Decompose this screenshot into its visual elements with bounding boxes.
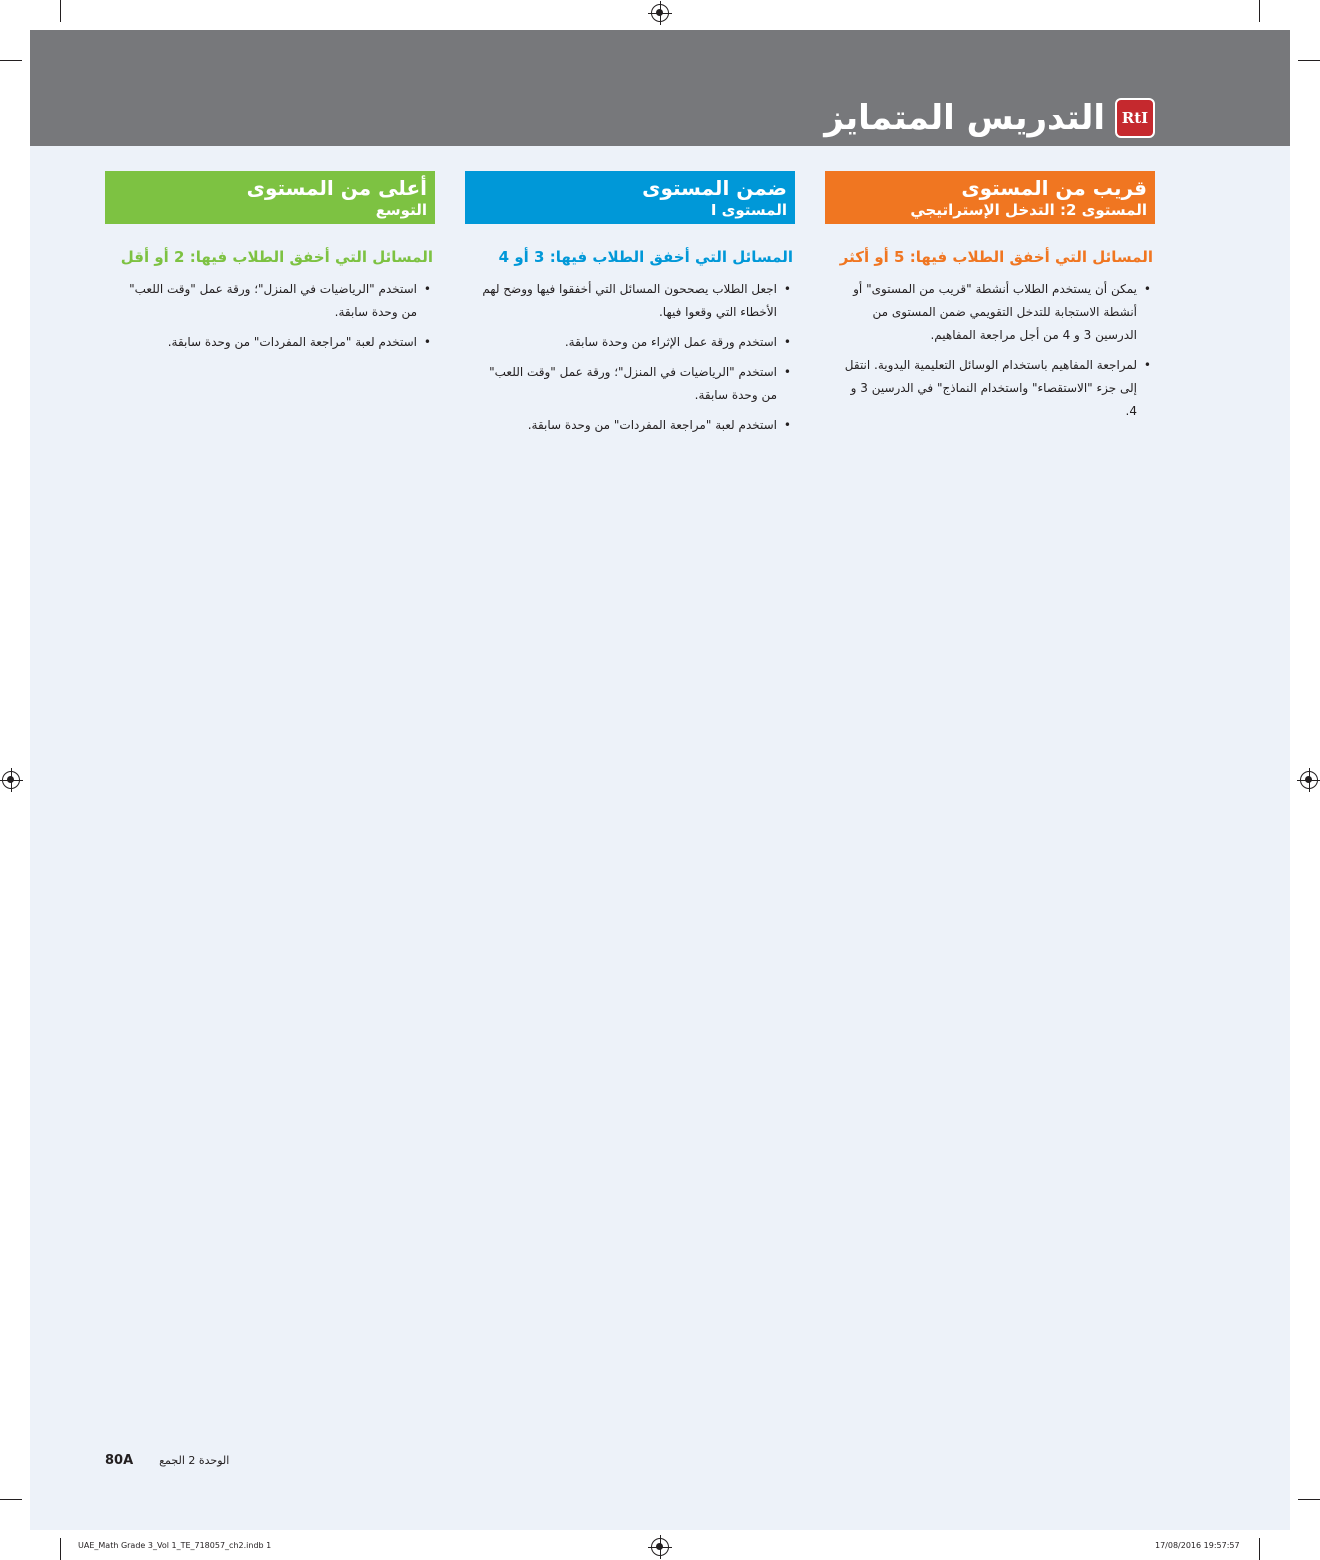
rti-badge-icon: RtI <box>1115 98 1155 138</box>
bullet-list <box>105 278 435 354</box>
crop-mark <box>1259 1538 1260 1560</box>
bullet-icon: • <box>423 335 431 349</box>
page-folio <box>105 1453 229 1468</box>
list-item <box>119 278 431 324</box>
list-item-text: استخدم ورقة عمل الإثراء من وحدة سابقة. <box>564 335 777 349</box>
column-on-level <box>465 171 795 444</box>
list-item <box>479 414 791 437</box>
list-item <box>119 331 431 354</box>
page <box>30 30 1290 1530</box>
crop-mark <box>60 0 61 22</box>
list-item <box>839 278 1151 347</box>
bullet-icon: • <box>423 282 431 296</box>
column-heading: ضمن المستوى <box>642 176 787 200</box>
bullet-icon: • <box>783 418 791 432</box>
column-beyond <box>105 171 435 361</box>
page-header-band <box>30 30 1290 146</box>
list-item-text: يمكن أن يستخدم الطلاب أنشطة "قريب من المستوى" أو أنشطة الاستجابة للتدخل التقويمي ضمن المستوى من الدرسين 3 و 4 من أجل مراجعة المفاهيم. <box>853 282 1137 342</box>
column-subheading: التوسع <box>375 201 427 219</box>
slug-file: UAE_Math Grade 3_Vol 1_TE_718057_ch2.indb 1 <box>78 1541 272 1550</box>
criteria-label: المسائل التي أخفق الطلاب فيها: 2 أو أقل <box>120 248 433 266</box>
crop-mark <box>0 60 22 61</box>
registration-mark-icon <box>651 4 669 22</box>
unit-label: الوحدة 2 الجمع <box>159 1454 230 1467</box>
registration-mark-icon <box>651 1538 669 1556</box>
column-header-approaching <box>825 171 1155 224</box>
crop-mark <box>0 1499 22 1500</box>
title-group <box>824 98 1155 138</box>
list-item-text: استخدم لعبة "مراجعة المفردات" من وحدة سابقة. <box>167 335 417 349</box>
page-number: 80A <box>105 1453 134 1468</box>
bullet-icon: • <box>783 365 791 379</box>
list-item-text: لمراجعة المفاهيم باستخدام الوسائل التعليمية اليدوية. انتقل إلى جزء "الاستقصاء" واستخدام النماذج" في الدرسين 3 و 4. <box>844 358 1137 418</box>
bullet-icon: • <box>1143 358 1151 372</box>
bullet-icon: • <box>1143 282 1151 296</box>
list-item-text: استخدم "الرياضيات في المنزل"؛ ورقة عمل "وقت اللعب" من وحدة سابقة. <box>489 365 777 402</box>
column-subheading: المستوى I <box>710 201 787 219</box>
list-item <box>479 278 791 324</box>
registration-mark-icon <box>1300 771 1318 789</box>
slug-date: 17/08/2016 19:57:57 <box>1155 1541 1240 1550</box>
registration-mark-icon <box>2 771 20 789</box>
column-approaching <box>825 171 1155 430</box>
column-heading: أعلى من المستوى <box>246 176 427 200</box>
criteria-label: المسائل التي أخفق الطلاب فيها: 3 أو 4 <box>498 248 793 266</box>
column-header-beyond <box>105 171 435 224</box>
list-item <box>479 331 791 354</box>
crop-mark <box>1259 0 1260 22</box>
list-item <box>839 354 1151 423</box>
crop-mark <box>60 1538 61 1560</box>
column-heading: قريب من المستوى <box>961 176 1147 200</box>
bullet-list <box>825 278 1155 423</box>
list-item <box>479 361 791 407</box>
bullet-icon: • <box>783 282 791 296</box>
page-title: التدريس المتمايز <box>824 98 1105 138</box>
list-item-text: استخدم "الرياضيات في المنزل"؛ ورقة عمل "وقت اللعب" من وحدة سابقة. <box>129 282 417 319</box>
list-item-text: اجعل الطلاب يصححون المسائل التي أخفقوا فيها ووضح لهم الأخطاء التي وقعوا فيها. <box>482 282 777 319</box>
list-item-text: استخدم لعبة "مراجعة المفردات" من وحدة سابقة. <box>527 418 777 432</box>
crop-mark <box>1298 60 1320 61</box>
bullet-list <box>465 278 795 437</box>
crop-mark <box>1298 1499 1320 1500</box>
column-subheading: المستوى 2: التدخل الإستراتيجي <box>910 201 1147 219</box>
column-header-on-level <box>465 171 795 224</box>
criteria-label: المسائل التي أخفق الطلاب فيها: 5 أو أكثر <box>839 248 1153 266</box>
bullet-icon: • <box>783 335 791 349</box>
